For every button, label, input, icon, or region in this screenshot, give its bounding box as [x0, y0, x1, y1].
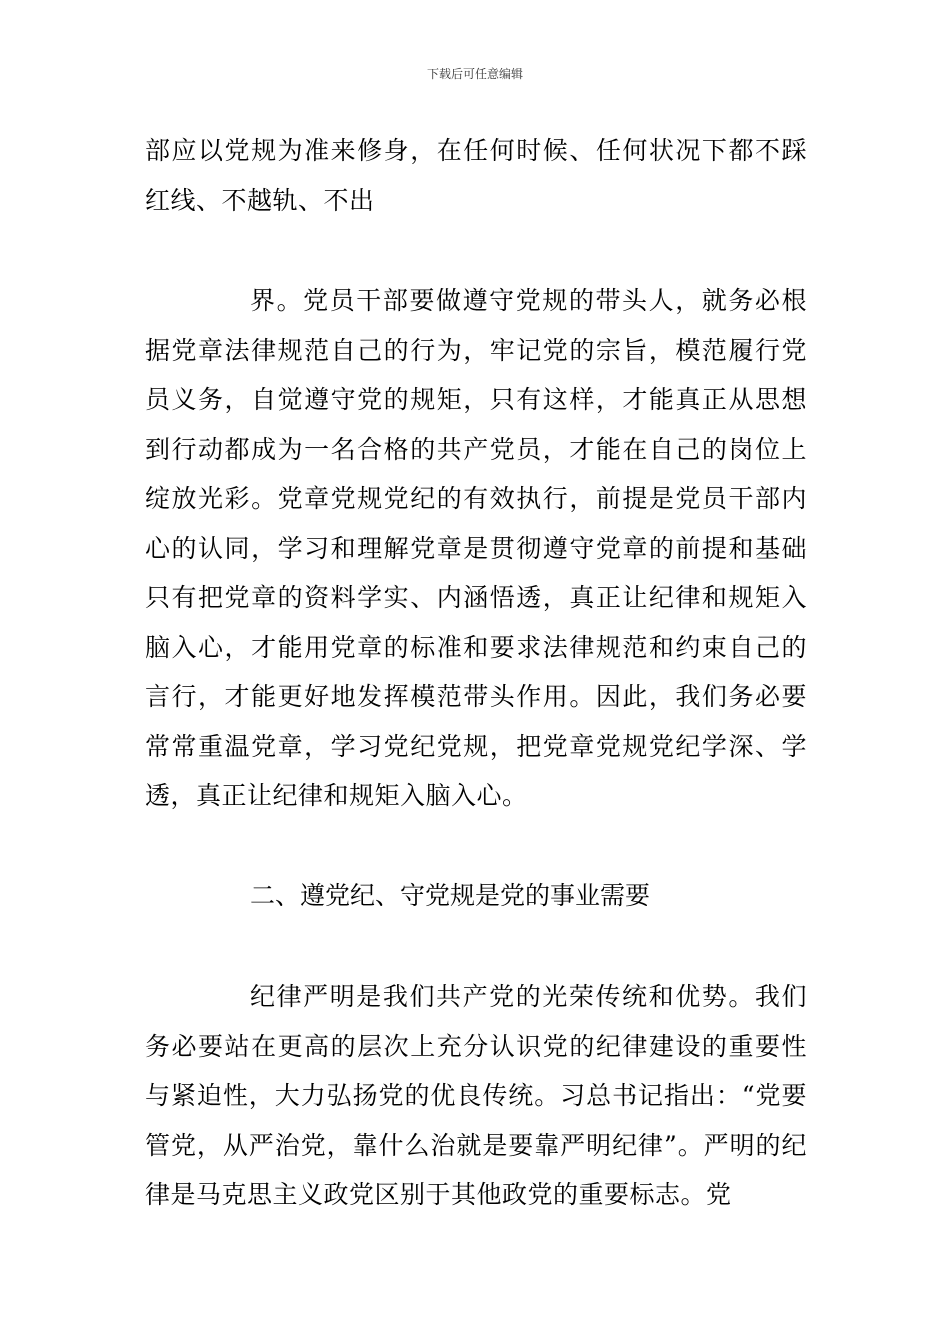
- body-paragraph: 界。党员干部要做遵守党规的带头人，就务必根据党章法律规范自己的行为，牢记党的宗旨，模范履行党员义务，自觉遵守党的规矩，只有这样，才能真正从思想到行动都成为一名合格的共产党员，才能在自己的岗位上绽放光彩。党章党规党纪的有效执行，前提是党员干部内心的认同，学习和理解党章是贯彻遵守党章的前提和基础只有把党章的资料学实、内涵悟透，真正让纪律和规矩入脑入心，才能用党章的标准和要求法律规范和约束自己的言行，才能更好地发挥模范带头作用。因此，我们务必要常常重温党章，学习党纪党规，把党章党规党纪学深、学透，真正让纪律和规矩入脑入心。: [145, 286, 807, 810]
- page-header-note: 下载后可任意编辑: [426, 67, 523, 81]
- body-paragraph: 纪律严明是我们共产党的光荣传统和优势。我们务必要站在更高的层次上充分认识党的纪律建设的重要性与紧迫性，大力弘扬党的优良传统。习总书记指出：“党要管党，从严治党，靠什么治就是要靠严明纪律”。严明的纪律是马克思主义政党区别于其他政党的重要标志。党: [145, 982, 807, 1209]
- body-paragraph: 部应以党规为准来修身，在任何时候、任何状况下都不踩红线、不越轨、不出: [145, 136, 807, 215]
- section-heading: 二、遵党纪、守党规是党的事业需要: [250, 881, 651, 910]
